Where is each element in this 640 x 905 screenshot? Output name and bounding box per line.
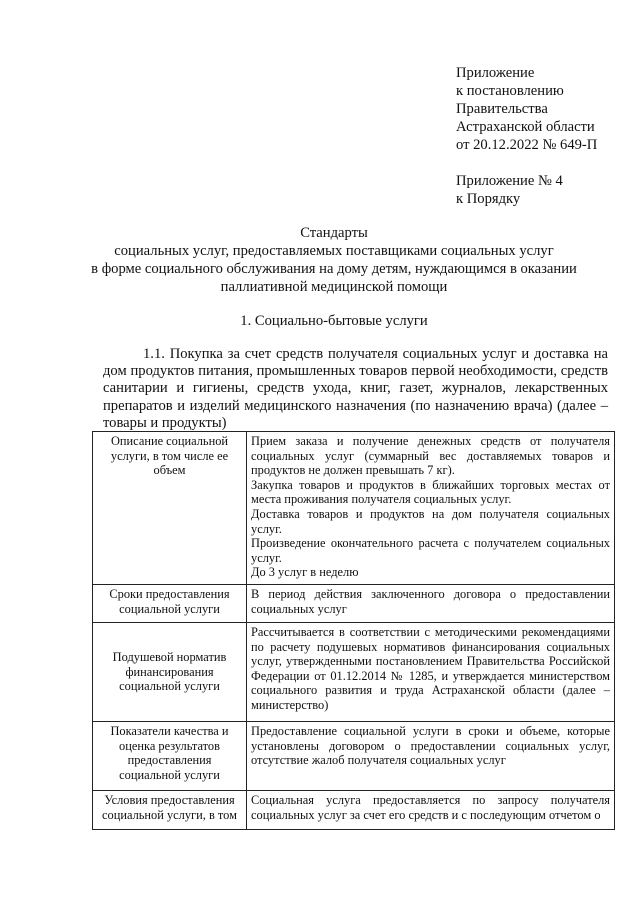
appendix-block — [456, 64, 636, 208]
content-line: До 3 услуг в неделю — [251, 565, 359, 580]
appendix-line: Приложение № 4 — [456, 173, 563, 189]
content-line: Закупка товаров и продуктов в ближайших торговых местах от места проживания получателя социальных услуг. — [251, 477, 610, 507]
title-line: Стандарты — [300, 225, 368, 241]
spacer — [456, 154, 636, 172]
row-content — [247, 791, 615, 830]
row-content: Предоставление социальной услуги в сроки и объеме, которые установлены договором о предоставлении социальных услуг, отсутствие жалоб получателя социальных услуг — [247, 722, 615, 791]
document-title — [60, 224, 608, 296]
title-line: паллиативной медицинской помощи — [220, 279, 448, 295]
title-line: в форме социального обслуживания на дому детям, нуждающимся в оказании — [91, 261, 577, 277]
appendix-line: Астраханской области — [456, 119, 595, 135]
appendix-line: от 20.12.2022 № 649-П — [456, 137, 598, 153]
row-content-text: Социальная услуга предоставляется по запросу получателя социальных услуг за счет его средств и с последующим отчетом о — [251, 793, 610, 822]
row-label: Подушевой норматив финансирования социальной услуги — [93, 623, 247, 722]
table-row — [93, 623, 615, 722]
row-label: Описание социальной услуги, в том числе ее объем — [93, 432, 247, 585]
row-label: Сроки предоставления социальной услуги — [93, 585, 247, 623]
row-label: Показатели качества и оценка результатов предоставления социальной услуги — [93, 722, 247, 791]
table-row — [93, 432, 615, 585]
table-row — [93, 585, 615, 623]
section-heading: 1. Социально-бытовые услуги — [240, 313, 428, 329]
table-row — [93, 791, 615, 830]
row-content — [247, 432, 615, 585]
appendix-line: к постановлению — [456, 83, 564, 99]
appendix-line: Правительства — [456, 101, 548, 117]
row-content: В период действия заключенного договора о предоставлении социальных услуг — [247, 585, 615, 623]
table-row — [93, 722, 615, 791]
appendix-line: Приложение — [456, 65, 535, 81]
title-line: социальных услуг, предоставляемых поставщиками социальных услуг — [114, 243, 554, 259]
row-label-text: Условия предоставления социальной услуги, в том — [102, 793, 237, 822]
content-line: Доставка товаров и продуктов на дом получателя социальных услуг. — [251, 506, 610, 536]
row-label — [93, 791, 247, 830]
intro-paragraph: 1.1. Покупка за счет средств получателя социальных услуг и доставка на дом продуктов питания, промышленных товаров первой необходимости, средств санитарии и гигиены, средств ухода, книг, газет, журналов, лекарственных препаратов и изделий медицинского назначения (по назначению врача) (далее – товары и продукты) — [103, 346, 608, 431]
standards-table — [92, 431, 615, 830]
content-line: Произведение окончательного расчета с получателем социальных услуг. — [251, 536, 610, 565]
row-content: Рассчитывается в соответствии с методическими рекомендациями по расчету подушевых нормативов финансирования социальных услуг, утвержденными постановлением Правительства Российской Федерации от 01.12.2014 № 1285, и утверждается министерством социального развития и труда Астраханской области (далее – министерство) — [247, 623, 615, 722]
appendix-line: к Порядку — [456, 191, 521, 207]
content-line: Прием заказа и получение денежных средств от получателя социальных услуг (суммарный вес доставляемых товаров и продуктов не должен превышать 7 кг). — [251, 434, 610, 478]
